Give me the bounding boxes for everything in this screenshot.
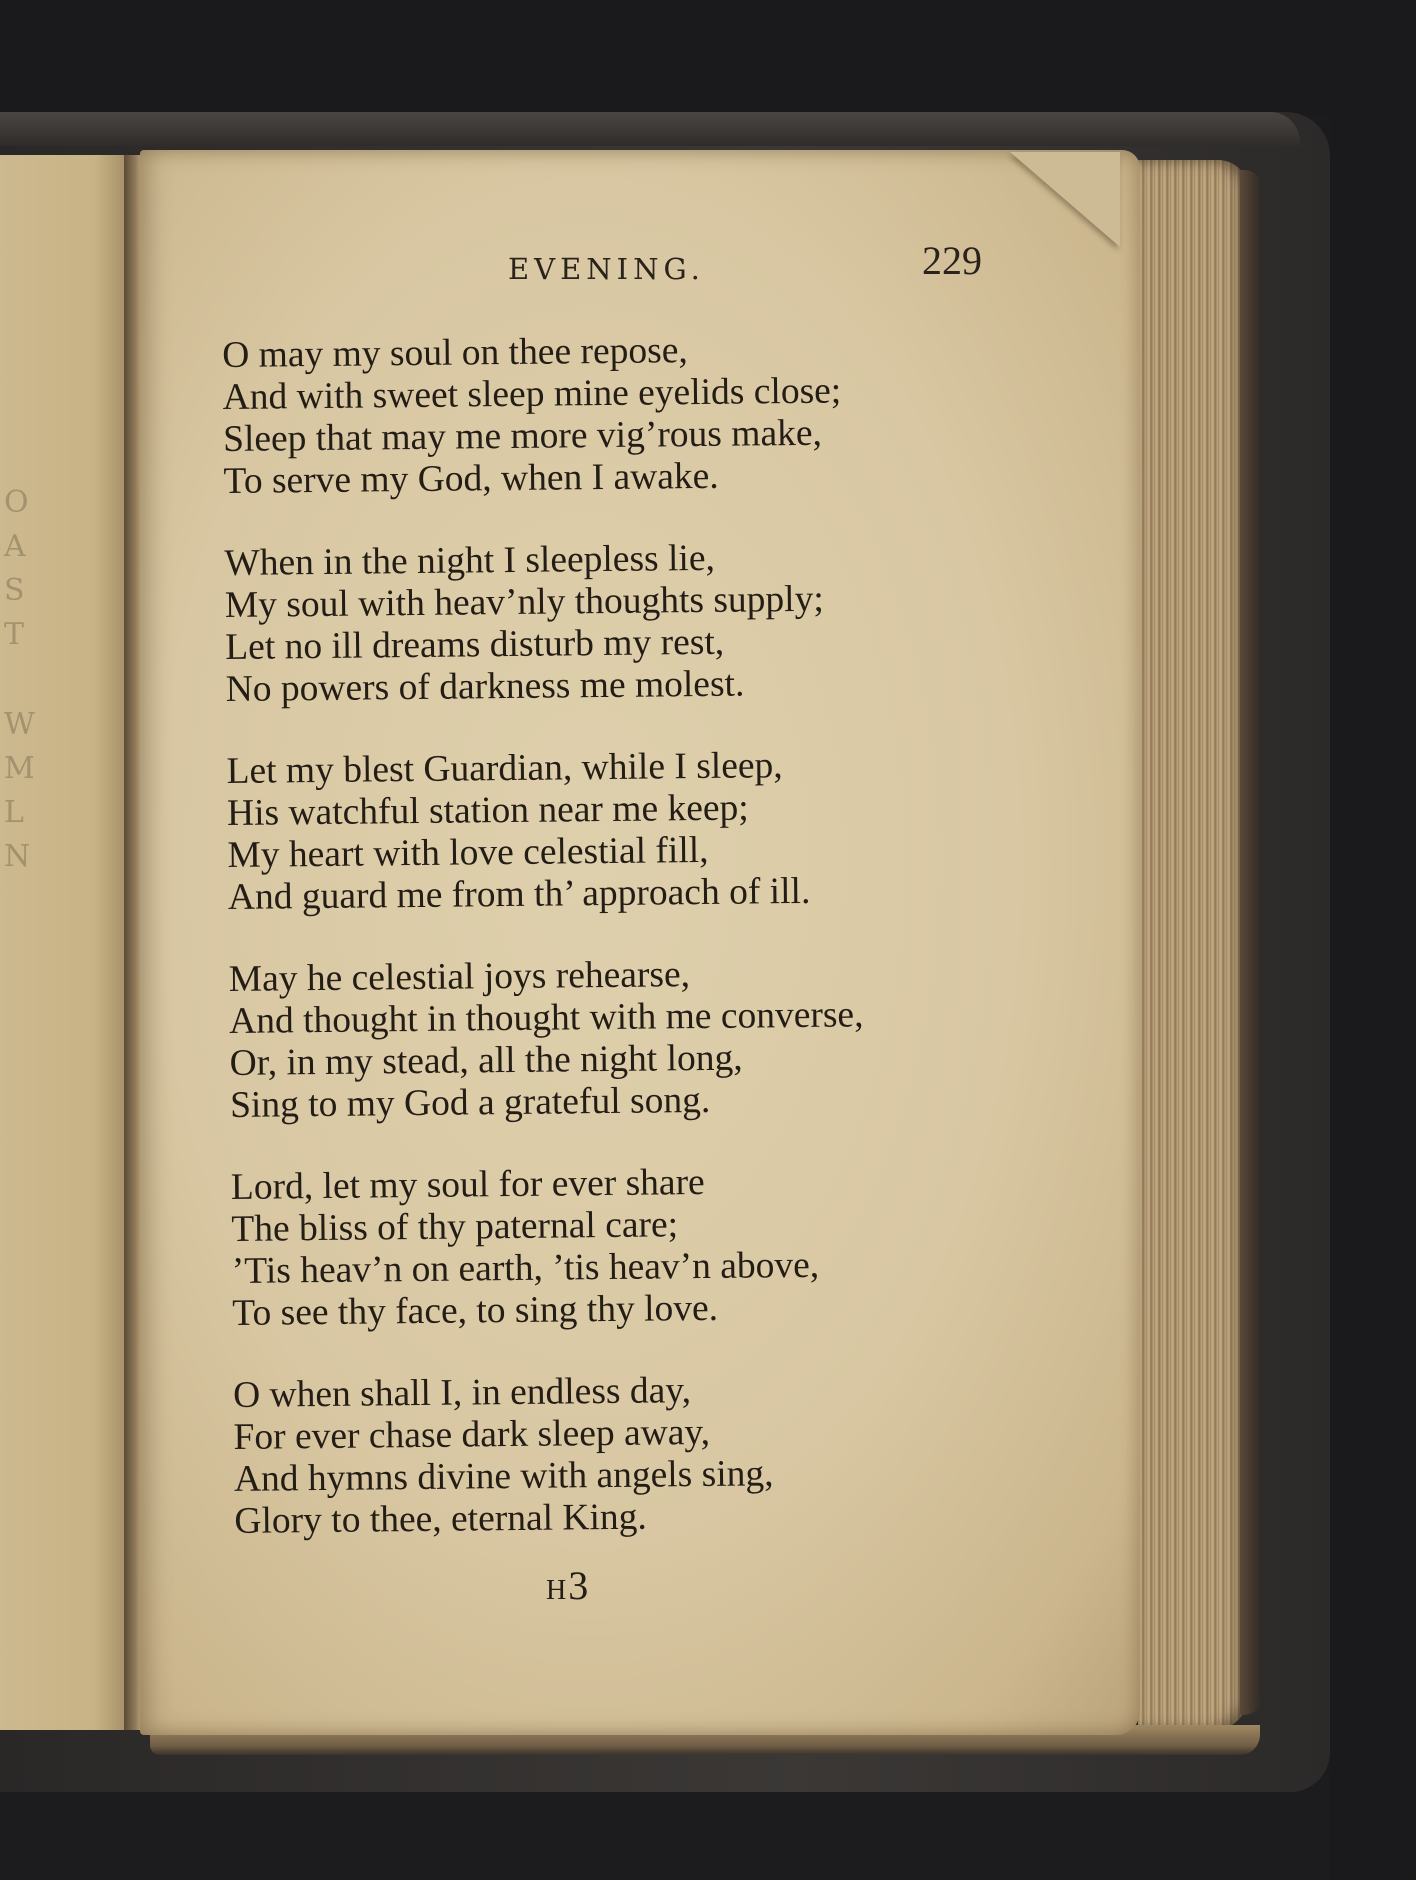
ghost-letter: T: [4, 617, 25, 652]
ghost-letter: S: [4, 573, 25, 608]
poem-line: May he celestial joys rehearse,: [228, 954, 691, 1000]
ghost-letter: W: [4, 707, 35, 742]
cover-edge: [0, 112, 1300, 146]
poem-line: And guard me from th’ approach of ill.: [227, 870, 811, 918]
poem-line: My soul with heav’nly thoughts supply;: [224, 578, 824, 626]
signature-mark: [546, 1562, 588, 1609]
poem-line: Sleep that may me more vig’rous make,: [222, 412, 823, 460]
poem-line: When in the night I sleepless lie,: [224, 537, 716, 584]
page-block-edges: [1138, 160, 1248, 1730]
cover-spine-edge: [1240, 170, 1262, 1715]
stanza-6: [233, 1367, 1035, 1543]
poem-line: My heart with love celestial fill,: [227, 829, 709, 876]
signature-letter: H: [546, 1575, 569, 1606]
stanza-2: [224, 535, 1026, 711]
poem-line: And with sweet sleep mine eyelids close;: [222, 370, 842, 418]
poem-line: Or, in my stead, all the night long,: [229, 1037, 743, 1084]
poem-line: His watchful station near me keep;: [226, 787, 749, 834]
stanza-4: [229, 951, 1031, 1127]
ghost-letter: N: [4, 839, 31, 874]
running-head: EVENING.: [508, 252, 705, 286]
poem-line: No powers of darkness me molest.: [225, 663, 745, 710]
stanza-5: [231, 1159, 1033, 1335]
ghost-letter: O: [4, 485, 29, 520]
poem-line: Let my blest Guardian, while I sleep,: [226, 745, 783, 792]
background-top: [0, 0, 1416, 115]
dog-ear-fold: [1010, 152, 1120, 247]
poem-line: Let no ill dreams disturb my rest,: [225, 621, 725, 668]
poem-line: To serve my God, when I awake.: [223, 455, 719, 502]
ghost-letter: M: [4, 751, 35, 786]
poem-line: O may my soul on thee repose,: [222, 330, 688, 376]
background-right: [1330, 0, 1416, 1880]
poem-line: O when shall I, in endless day,: [232, 1370, 692, 1416]
poem-line: And hymns divine with angels sing,: [233, 1453, 774, 1500]
stanza-3: [226, 743, 1028, 919]
ghost-letter: A: [4, 529, 26, 564]
stanza-1: [222, 327, 1024, 503]
facing-page-edge: [0, 155, 135, 1730]
poem-line: To see thy face, to sing thy love.: [232, 1287, 719, 1334]
poem-line: Sing to my God a grateful song.: [229, 1079, 711, 1126]
poem-line: The bliss of thy paternal care;: [231, 1204, 679, 1250]
poem-line: Lord, let my soul for ever share: [230, 1161, 705, 1208]
ghost-letter: L: [4, 795, 24, 830]
poem-line: For ever chase dark sleep away,: [233, 1411, 711, 1458]
hymn-text: [222, 327, 1035, 1583]
poem-line: ’Tis heav’n on earth, ’tis heav’n above,: [231, 1244, 820, 1292]
poem-line: And thought in thought with me converse,: [228, 994, 864, 1042]
page-number: 229: [922, 238, 982, 283]
poem-line: Glory to thee, eternal King.: [234, 1496, 647, 1542]
signature-number: 3: [568, 1563, 589, 1608]
